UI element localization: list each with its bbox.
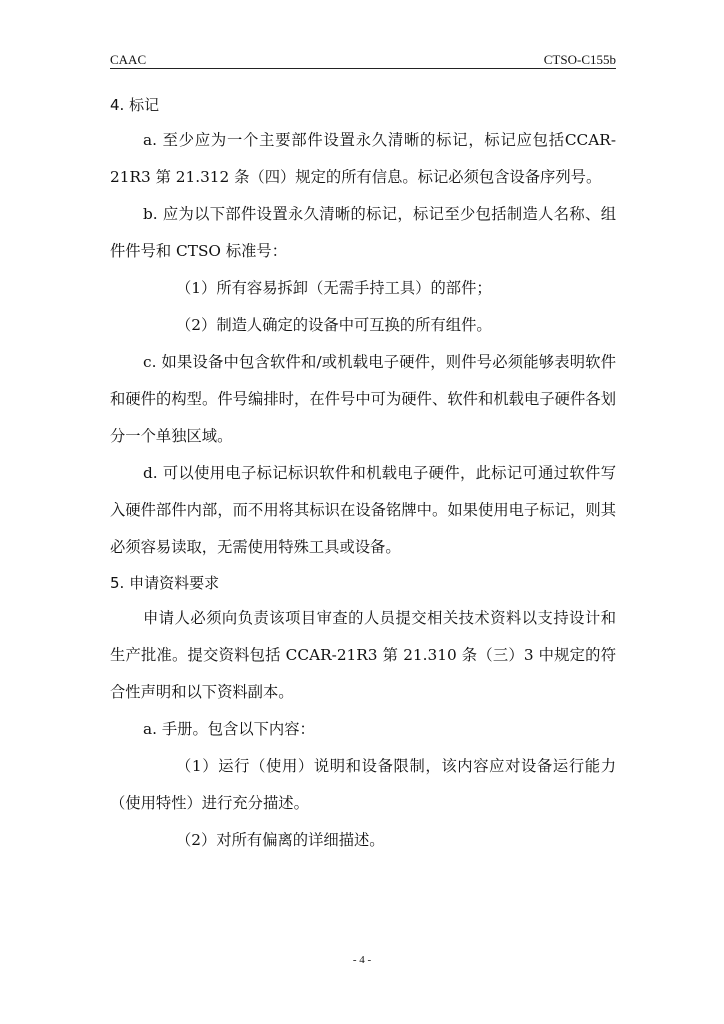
- section-5-heading: 5. 申请资料要求: [110, 574, 220, 592]
- page-body: [110, 88, 616, 859]
- section-4-item-1: （1）所有容易拆卸（无需手持工具）的部件；: [176, 279, 492, 297]
- header-rule: [110, 68, 616, 69]
- section-5-item-2: （2）对所有偏离的详细描述。: [176, 831, 385, 849]
- section-4-heading: 4. 标记: [110, 96, 160, 114]
- header-org: CAAC: [110, 52, 147, 67]
- section-4-para-b: b. 应为以下部件设置永久清晰的标记，标记至少包括制造人名称、组件件号和 CTSO 标准号：: [110, 205, 616, 260]
- section-4-item-2: （2）制造人确定的设备中可互换的所有组件。: [176, 316, 492, 334]
- section-5-item-1: （1）运行（使用）说明和设备限制，该内容应对设备运行能力（使用特性）进行充分描述。: [110, 757, 616, 812]
- section-4-para-c: c. 如果设备中包含软件和/或机载电子硬件，则件号必须能够表明软件和硬件的构型。件号编排时，在件号中可为硬件、软件和机载电子硬件各划分一个单独区域。: [110, 353, 616, 445]
- header-doc-id: CTSO-C155b: [543, 52, 616, 67]
- section-4-para-a: a. 至少应为一个主要部件设置永久清晰的标记，标记应包括CCAR-21R3 第 21.312 条（四）规定的所有信息。标记必须包含设备序列号。: [110, 131, 616, 186]
- section-5-para-a: a. 手册。包含以下内容：: [143, 720, 315, 738]
- section-4-para-d: d. 可以使用电子标记标识软件和机载电子硬件，此标记可通过软件写入硬件部件内部，而不用将其标识在设备铭牌中。如果使用电子标记，则其必须容易读取，无需使用特殊工具或设备。: [110, 464, 616, 556]
- page-number: - 4 -: [352, 954, 372, 966]
- section-5-intro: 申请人必须向负责该项目审查的人员提交相关技术资料以支持设计和生产批准。提交资料包括 CCAR-21R3 第 21.310 条（三）3 中规定的符合性声明和以下资料副本。: [110, 609, 616, 701]
